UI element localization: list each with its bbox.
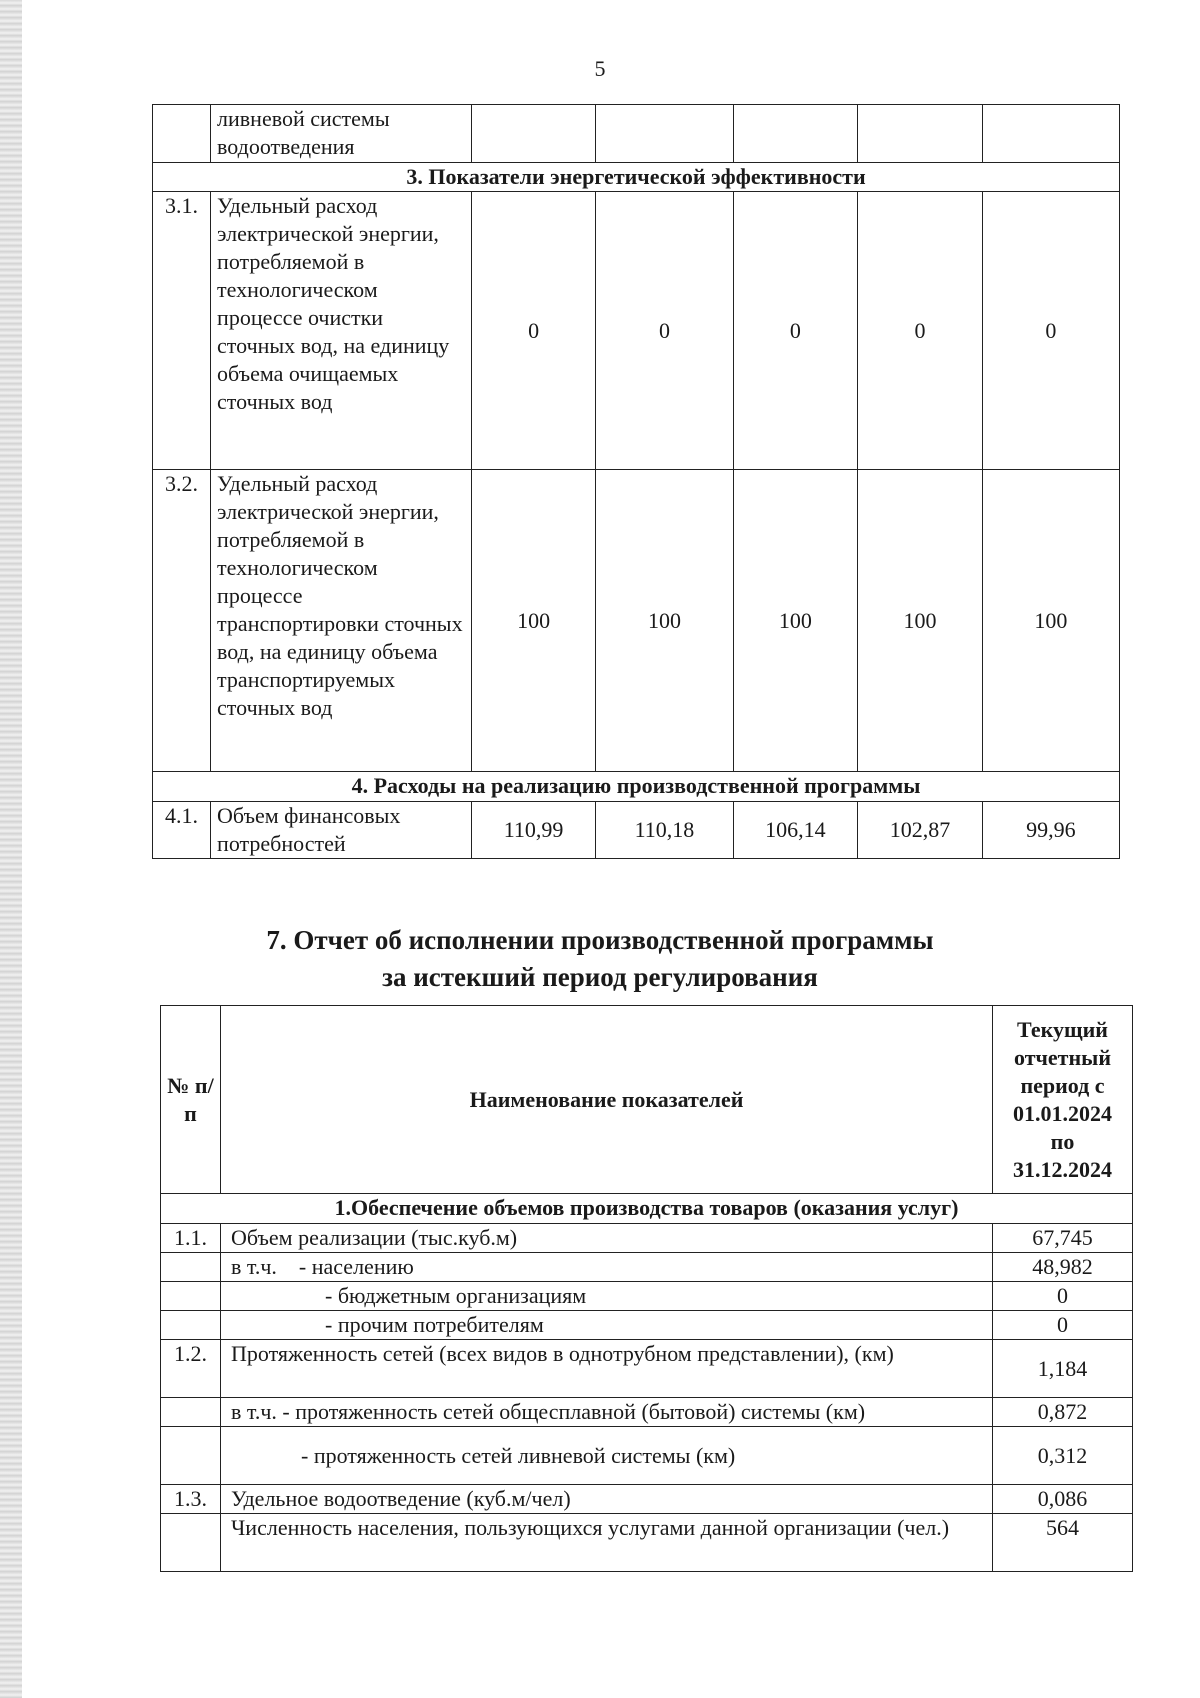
value-cell: 67,745 (993, 1224, 1133, 1253)
table-row (161, 1311, 1133, 1340)
value-cell: 110,99 (471, 802, 596, 859)
table-cell (858, 105, 983, 163)
value-cell: 100 (596, 470, 733, 772)
report-title-line2: за истекший период регулирования (382, 962, 818, 992)
table-row (153, 470, 1120, 772)
row-number (161, 1311, 221, 1340)
table-row (153, 163, 1120, 192)
table-row (161, 1427, 1133, 1485)
table-row (161, 1398, 1133, 1427)
row-label: Удельный расход электрической энергии, потребляемой в технологическом процессе очистки сточных вод, на единицу объема очищаемых сточных вод (211, 192, 472, 470)
value-cell: 0 (993, 1282, 1133, 1311)
indicators-table (152, 104, 1120, 859)
table-cell (982, 105, 1119, 163)
value-cell: 0 (993, 1311, 1133, 1340)
header-num: № п/п (161, 1006, 221, 1194)
row-label: в т.ч. - населению (221, 1253, 993, 1282)
value-cell: 99,96 (982, 802, 1119, 859)
value-cell: 0 (858, 192, 983, 470)
row-number: 3.1. (153, 192, 211, 470)
value-cell: 100 (858, 470, 983, 772)
header-period: Текущий отчетный период с 01.01.2024 по 31.12.2024 (993, 1006, 1133, 1194)
table-cell (471, 105, 596, 163)
table-row (161, 1194, 1133, 1224)
value-cell: 100 (982, 470, 1119, 772)
row-label: Удельное водоотведение (куб.м/чел) (221, 1485, 993, 1514)
continuation-label: ливневой системы водоотведения (211, 105, 472, 163)
table-row (161, 1340, 1133, 1398)
row-number (161, 1427, 221, 1485)
value-cell: 106,14 (733, 802, 858, 859)
scan-page-edge (0, 0, 22, 1698)
value-cell: 0 (733, 192, 858, 470)
section3-title: 3. Показатели энергетической эффективности (153, 163, 1120, 192)
row-number (161, 1514, 221, 1572)
table-row (153, 772, 1120, 802)
row-number: 1.3. (161, 1485, 221, 1514)
table-row (161, 1224, 1133, 1253)
value-cell: 0 (596, 192, 733, 470)
row-label: в т.ч. - протяженность сетей общесплавной (бытовой) системы (км) (221, 1398, 993, 1427)
header-name: Наименование показателей (221, 1006, 993, 1194)
value-cell: 0 (982, 192, 1119, 470)
row-label: Численность населения, пользующихся услугами данной организации (чел.) (221, 1514, 993, 1572)
value-cell: 1,184 (993, 1340, 1133, 1398)
value-cell: 0,312 (993, 1427, 1133, 1485)
row-number (161, 1282, 221, 1311)
value-cell: 102,87 (858, 802, 983, 859)
table-row (161, 1485, 1133, 1514)
row-number: 4.1. (153, 802, 211, 859)
table-row (153, 802, 1120, 859)
row-label: - прочим потребителям (221, 1311, 993, 1340)
row-number: 1.1. (161, 1224, 221, 1253)
report-title-line1: 7. Отчет об исполнении производственной программы (266, 925, 934, 955)
table-cell (596, 105, 733, 163)
table-row (153, 105, 1120, 163)
row-number (161, 1253, 221, 1282)
section4-title: 4. Расходы на реализацию производственной программы (153, 772, 1120, 802)
table-cell (733, 105, 858, 163)
row-label: Объем реализации (тыс.куб.м) (221, 1224, 993, 1253)
table-cell (153, 105, 211, 163)
row-label: - протяженность сетей ливневой системы (км) (221, 1427, 993, 1485)
row-number: 1.2. (161, 1340, 221, 1398)
table-row (153, 192, 1120, 470)
row-number (161, 1398, 221, 1427)
row-label: Удельный расход электрической энергии, потребляемой в технологическом процессе транспортировки сточных вод, на единицу объема транспортируемых сточных вод (211, 470, 472, 772)
table-row (161, 1253, 1133, 1282)
section1-title: 1.Обеспечение объемов производства товаров (оказания услуг) (161, 1194, 1133, 1224)
row-label: Объем финансовых потребностей (211, 802, 472, 859)
value-cell: 48,982 (993, 1253, 1133, 1282)
report-table (160, 1005, 1133, 1572)
table-row (161, 1282, 1133, 1311)
row-label: - бюджетным организациям (221, 1282, 993, 1311)
page-number: 5 (594, 56, 606, 81)
value-cell: 0,086 (993, 1485, 1133, 1514)
value-cell: 100 (471, 470, 596, 772)
table-row (161, 1514, 1133, 1572)
row-label: Протяженность сетей (всех видов в однотрубном представлении), (км) (221, 1340, 993, 1398)
value-cell: 0,872 (993, 1398, 1133, 1427)
row-number: 3.2. (153, 470, 211, 772)
value-cell: 564 (993, 1514, 1133, 1572)
value-cell: 0 (471, 192, 596, 470)
value-cell: 100 (733, 470, 858, 772)
value-cell: 110,18 (596, 802, 733, 859)
table-header-row (161, 1006, 1133, 1194)
